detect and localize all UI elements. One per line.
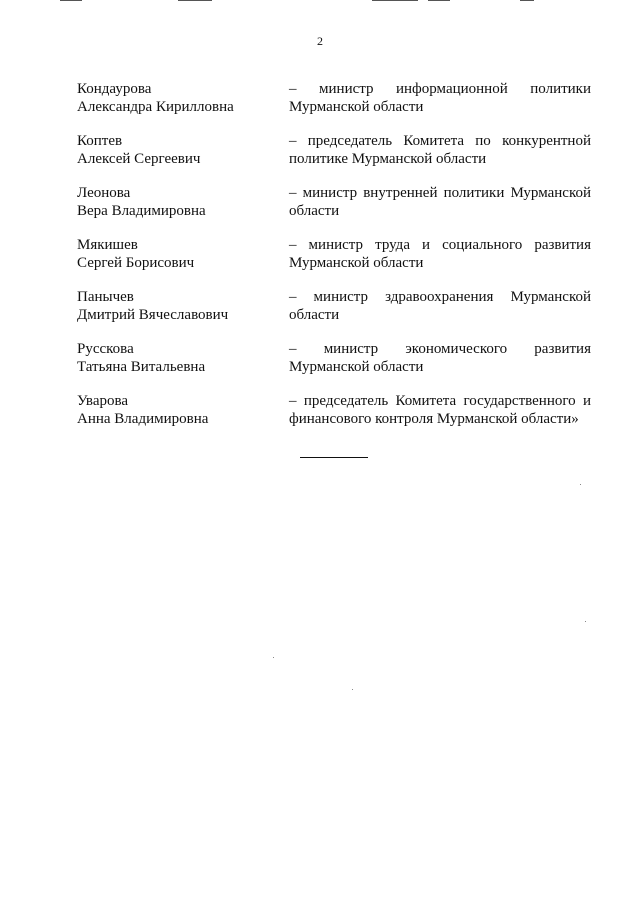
top-edge-rule-right [372, 0, 418, 1]
scan-speck [352, 689, 353, 690]
person-name [77, 236, 289, 288]
given-names: Татьяна Витальевна [77, 359, 206, 375]
position-line-2: области [289, 203, 340, 219]
position-line-1: – министр экономического развития [289, 341, 591, 357]
scan-speck [580, 484, 581, 485]
position-line-1: – министр внутренней политики Мурманской [289, 185, 591, 201]
list-entry [77, 80, 593, 132]
given-names: Александра Кирилловна [77, 99, 234, 115]
position-description [289, 340, 591, 392]
top-edge-rule-far-right [428, 0, 450, 1]
position-line-2: Мурманской области [289, 255, 424, 271]
given-names: Анна Владимировна [77, 411, 209, 427]
surname: Мякишев [77, 237, 138, 253]
surname: Уварова [77, 393, 129, 409]
position-description [289, 288, 591, 340]
list-entry [77, 392, 593, 444]
position-line-2: политике Мурманской области [289, 151, 487, 167]
list-entry [77, 132, 593, 184]
top-edge-rule-center [178, 0, 212, 1]
person-name [77, 184, 289, 236]
members-list [77, 80, 593, 444]
list-entry [77, 184, 593, 236]
surname: Панычев [77, 289, 134, 305]
surname: Русскова [77, 341, 134, 357]
person-name [77, 340, 289, 392]
position-line-1: – министр здравоохранения Мурманской [289, 289, 591, 305]
position-line-2: Мурманской области [289, 359, 424, 375]
scan-speck [585, 621, 586, 622]
position-line-2: Мурманской области [289, 99, 424, 115]
person-name [77, 80, 289, 132]
given-names: Сергей Борисович [77, 255, 195, 271]
position-line-1: – министр информационной политики [289, 81, 591, 97]
given-names: Вера Владимировна [77, 203, 206, 219]
person-name [77, 132, 289, 184]
position-description [289, 132, 591, 184]
position-line-2: финансового контроля Мурманской области» [289, 411, 579, 427]
person-name [77, 288, 289, 340]
page-number: 2 [317, 34, 323, 48]
given-names: Алексей Сергеевич [77, 151, 201, 167]
surname: Леонова [77, 185, 131, 201]
position-description [289, 184, 591, 236]
scan-speck [273, 657, 274, 658]
closing-separator-line [300, 457, 368, 458]
position-description [289, 392, 591, 444]
position-description [289, 80, 591, 132]
list-entry [77, 236, 593, 288]
surname: Коптев [77, 133, 123, 149]
top-edge-rule-edge [520, 0, 534, 1]
list-entry [77, 340, 593, 392]
position-line-1: – министр труда и социального развития [289, 237, 591, 253]
person-name [77, 392, 289, 444]
position-description [289, 236, 591, 288]
list-entry [77, 288, 593, 340]
position-line-1: – председатель Комитета по конкурентной [289, 133, 591, 149]
top-edge-rule-left [60, 0, 82, 1]
surname: Кондаурова [77, 81, 152, 97]
position-line-2: области [289, 307, 340, 323]
given-names: Дмитрий Вячеславович [77, 307, 229, 323]
position-line-1: – председатель Комитета государственного и [289, 393, 591, 409]
